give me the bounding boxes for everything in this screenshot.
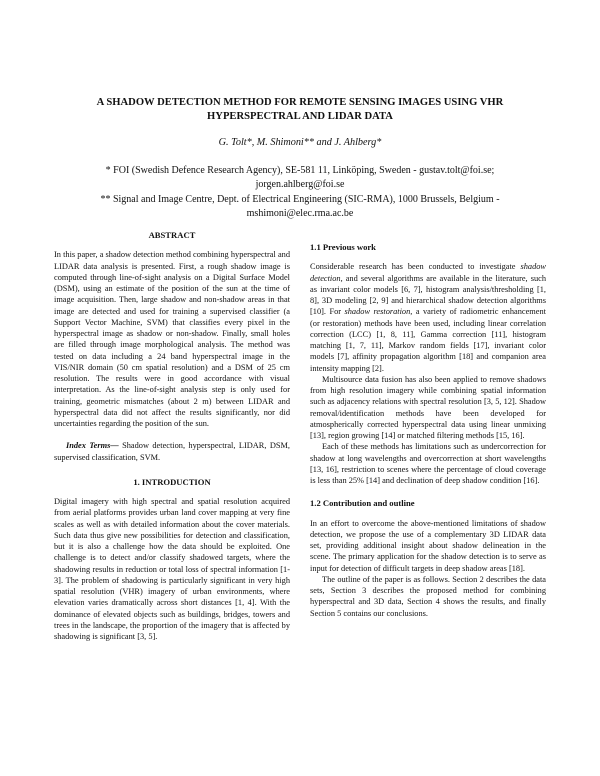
affiliation-rma-line-1: ** Signal and Image Centre, Dept. of Electrical Engineering (SIC-RMA), 1000 Brussels, Belgium - [100,194,500,205]
previous-work-paragraph-1 [310,261,546,374]
affiliation-rma-line-2: mshimoni@elec.rma.ac.be [246,207,354,219]
text-run: Considerable research has been conducted to investigate [310,262,521,272]
affiliation-foi [60,164,540,191]
previous-work-heading: 1.1 Previous work [310,242,376,252]
affiliation-rma [60,193,540,220]
authors: G. Tolt*, M. Shimoni** and J. Ahlberg* [218,137,382,148]
right-column [310,242,546,619]
index-terms [54,440,290,463]
previous-work-paragraph-2: Multisource data fusion has also been applied to remove shadows from high resolution imagery while combining spatial information such as adjacency relations with spectral resolution [3, 5, 12]. Shadow removal/identification methods have been developed for atmospherically corrected hyperspectral data using linear unmixing [13], region growing [14] or matched filtering methods [15, 16]. [310,374,546,440]
index-terms-text: Shadow detection, hyperspectral, LIDAR, DSM, supervised classification, SVM. [54,441,290,462]
text-run: , and several algorithms are available in the literature, such as invariant color models [6, 7], histogram analysis/thresholding [1, 8], 3D modeling [2, 9] and hierarchical shadow detection algorithms [10]. For [310,273,546,317]
contribution-heading: 1.2 Contribution and outline [310,498,415,509]
previous-work-paragraph-3: Each of these methods has limitations such as undercorrection for shadow at long wavelengths and overcorrection at short wavelengths [13, 16], restriction to scenes where the percentage of cloud coverage is less than 25% [14] and declination of deep shadow condition [16]. [310,442,546,485]
paper-title [40,96,560,124]
emphasis-shadow-detection: shadow detection [310,262,546,283]
affiliation-foi-line-2: jorgen.ahlberg@foi.se [255,178,345,190]
contribution-paragraph-1: In an effort to overcome the above-mentioned limitations of shadow detection, we propose the use of a complementary 3D LIDAR data set, providing additional insight about shadow delineation in the scene. The primary application for the shadow detection is to serve as input for detection of difficult targets in deep shadow areas [18]. [310,518,546,573]
abstract-heading: ABSTRACT [148,230,196,240]
affiliation-foi-line-1: * FOI (Swedish Defence Research Agency), SE-581 11, Linköping, Sweden - gustav.tolt@foi.se; [105,165,495,176]
title-line-1: A SHADOW DETECTION METHOD FOR REMOTE SENSING IMAGES USING VHR [96,97,504,108]
index-terms-label: Index Terms— [66,441,119,451]
title-line-2: HYPERSPECTRAL AND LIDAR DATA [207,111,393,122]
introduction-heading: 1. INTRODUCTION [133,476,211,487]
introduction-text: Digital imagery with high spectral and spatial resolution acquired from aerial platforms provides urban land cover mapping at very fine scales as well as with detailed information about the cover materials. Such data thus give new possibilities for detection and classification, but it is also a challenge how the data should be exploited. One challenge is to detect and/or classify shadowed targets, where the shadowing results in reduction or total loss of spectral information [1-3]. The problem of shadowing is particularly significant in very high spatial resolution (VHR) imagery of urban environments, where elevation varies dramatically across short distances [1, 4]. With the dominance of elevated objects such as buildings, bridges, towers and trees in the landscape, the proportion of the imagery that is affected by shadowing is significant [3, 5]. [54,497,290,641]
emphasis-shadow-restoration: shadow restoration [344,307,411,317]
text-run: , a variety of radiometric enhancement (or restoration) methods have been used, including linear correlation correction (LCC) [1, 8, 11], Gamma correction [11], histogram matching [1, 7, 11], Markov random fields [17], invariant color models [7], affinity propagation algorithm [18] and companion area intensity mapping [2]. [310,307,546,373]
contribution-paragraph-2: The outline of the paper is as follows. Section 2 describes the data sets, Section 3 describes the proposed method for combining hyperspectral and 3D data, Section 4 shows the results, and finally Section 5 contains our conclusions. [310,574,546,618]
abstract-text: In this paper, a shadow detection method combining hyperspectral and LIDAR data analysis is presented. First, a rough shadow image is computed through line-of-sight analysis on a Digital Surface Model (DSM), using an estimate of the position of the sun at the time of image acquisition. Then, large shadow and non-shadow areas in that image are detected and used for training a supervised classifier (a Support Vector Machine, SVM) that classifies every pixel in the hyperspectral image as shadow or non-shadow. Finally, small holes are filled through image morphological analysis. The method was tested on data including a 24 band hyperspectral image in the VIS/NIR domain (50 cm spatial resolution) and a DSM of 25 cm resolution. The results were in good accordance with visual interpretation. As the line-of-sight analysis step is only used for training, geometric mismatches (about 2 m) between LIDAR and hyperspectral data did not affect the results significantly, nor did uncertainties regarding the position of the sun. [54,250,290,428]
left-column [54,230,290,642]
